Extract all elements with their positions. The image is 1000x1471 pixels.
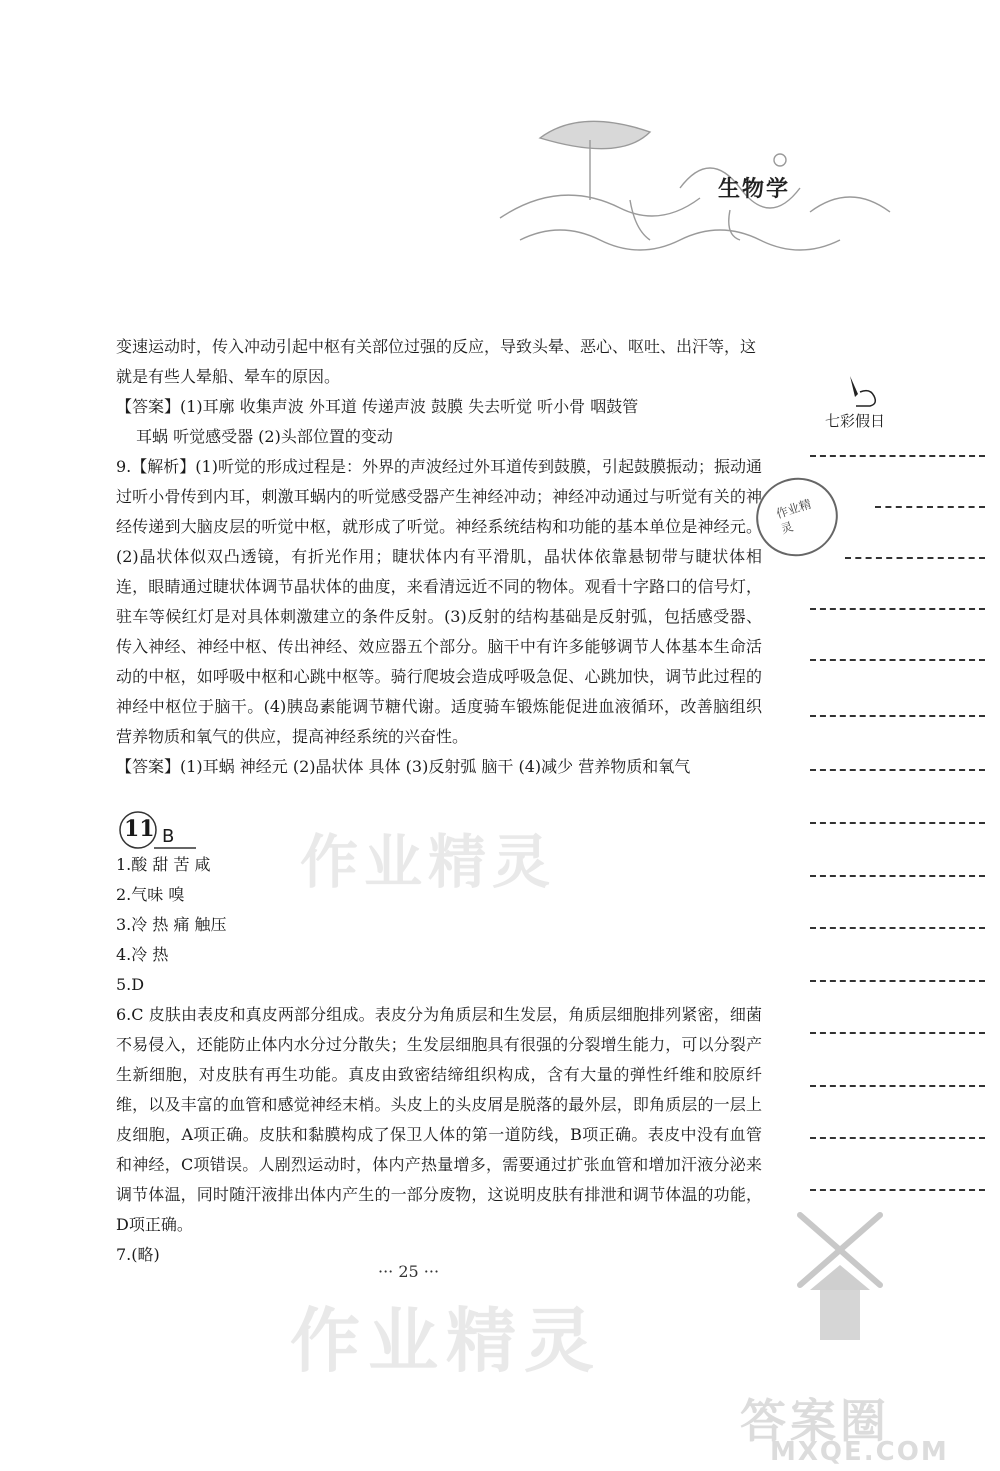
windmill-decoration — [780, 1195, 900, 1345]
item-text: (略) — [131, 1245, 160, 1264]
section-number: 11 — [124, 816, 155, 842]
note-line — [810, 769, 985, 771]
item-list — [116, 850, 762, 1270]
note-line — [810, 608, 985, 610]
item-number: 4. — [116, 945, 132, 964]
subject-title: 生物学 — [718, 177, 791, 202]
item-text: D — [131, 975, 145, 994]
section-badge — [116, 808, 196, 852]
item-text: 酸 甜 苦 咸 — [131, 855, 211, 874]
note-line — [810, 455, 985, 457]
note-line — [810, 1189, 985, 1191]
logo-url: MXQE.COM — [770, 1437, 949, 1467]
logo-text: 答案圈 — [740, 1394, 890, 1448]
site-logo — [730, 1385, 980, 1465]
item-text: 冷 热 — [131, 945, 169, 964]
note-line — [845, 557, 985, 559]
answer-q9: 【答案】(1)耳蜗 神经元 (2)晶状体 具体 (3)反射弧 脑干 (4)减少 营养物质和氧气 — [116, 757, 691, 776]
page-number: ··· 25 ··· — [378, 1262, 440, 1281]
note-line — [810, 1137, 985, 1139]
item-number: 6. — [116, 1005, 132, 1024]
header-decoration — [480, 100, 920, 260]
question-number: 9. — [116, 457, 132, 476]
sidebar-title: 七彩假日 — [825, 412, 886, 430]
list-item — [116, 940, 762, 970]
note-line — [810, 1032, 985, 1034]
question-9-analysis: 【解析】(1)听觉的形成过程是：外界的声波经过外耳道传到鼓膜，引起鼓膜振动；振动通过听小骨传到内耳，刺激耳蜗内的听觉感受器产生神经冲动；神经冲动通过与听觉有关的神经传递到大脑皮层的听觉中枢，就形成了听觉。神经系统结构和功能的基本单位是神经元。(2)晶状体似双凸透镜，有折光作用；睫状体内有平滑肌，晶状体依靠悬韧带与睫状体相连，眼睛通过睫状体调节晶状体的曲度，来看清远近不同的物体。观看十字路口的信号灯，驻车等候红灯是对具体刺激建立的条件反射。(3)反射的结构基础是反射弧，包括感受器、传入神经、神经中枢、传出神经、效应器五个部分。脑干中有许多能够调节人体基本生命活动的中枢，如呼吸中枢和心跳中枢等。骑行爬坡会造成呼吸急促、心跳加快，调节此过程的神经中枢位于脑干。(4)胰岛素能调节糖代谢。适度骑车锻炼能促进血液循环，改善脑组织营养物质和氧气的供应，提高神经系统的兴奋性。 — [116, 457, 762, 746]
note-line — [810, 822, 985, 824]
item-number: 2. — [116, 885, 132, 904]
item-number: 5. — [116, 975, 132, 994]
watermark-mid: 作业精灵 — [300, 828, 557, 896]
note-line — [810, 1085, 985, 1087]
pen-icon — [844, 372, 884, 412]
item-text: C 皮肤由表皮和真皮两部分组成。表皮分为角质层和生发层，角质层细胞排列紧密，细菌不易侵入，还能防止体内水分过分散失；生发层细胞具有很强的分裂增生能力，可以分裂产生新细胞，对皮肤有再生功能。真皮由致密结缔组织构成，含有大量的弹性纤维和胶原纤维，以及丰富的血管和感觉神经末梢。头皮上的头皮屑是脱落的最外层，即角质层的一层上皮细胞，A项正确。皮肤和黏膜构成了保卫人体的第一道防线，B项正确。表皮中没有血管和神经，C项错误。人剧烈运动时，体内产热量增多，需要通过扩张血管和增加汗液分泌来调节体温，同时随汗液排出体内产生的一部分废物，这说明皮肤有排泄和调节体温的功能，D项正确。 — [116, 1005, 762, 1234]
item-text: 气味 嗅 — [131, 885, 185, 904]
item-text: 冷 热 痛 触压 — [131, 915, 227, 934]
note-line — [810, 980, 985, 982]
section-letter: B — [162, 826, 175, 847]
item-number: 1. — [116, 855, 132, 874]
paragraph-line: 变速运动时，传入冲动引起中枢有关部位过强的反应，导致头晕、恶心、呕吐、出汗等，这 — [116, 337, 757, 356]
paragraph-line: 就是有些人晕船、晕车的原因。 — [116, 367, 341, 386]
note-line — [810, 875, 985, 877]
stamp-text: 作业精灵 — [774, 496, 813, 537]
list-item — [116, 910, 762, 940]
watermark-bottom: 作业精灵 — [290, 1300, 602, 1382]
question-9 — [116, 452, 762, 752]
answer-q8-cont: 耳蜗 听觉感受器 (2)头部位置的变动 — [136, 427, 393, 446]
stamp — [750, 470, 845, 565]
note-line — [875, 506, 985, 508]
answer-q8: 【答案】(1)耳廓 收集声波 外耳道 传递声波 鼓膜 失去听觉 听小骨 咽鼓管 — [116, 397, 639, 416]
note-line — [810, 715, 985, 717]
item-number: 3. — [116, 915, 132, 934]
item-number: 7. — [116, 1245, 132, 1264]
note-line — [810, 927, 985, 929]
note-line — [810, 659, 985, 661]
main-content — [116, 332, 762, 1270]
list-item — [116, 970, 762, 1000]
list-item — [116, 1000, 762, 1240]
